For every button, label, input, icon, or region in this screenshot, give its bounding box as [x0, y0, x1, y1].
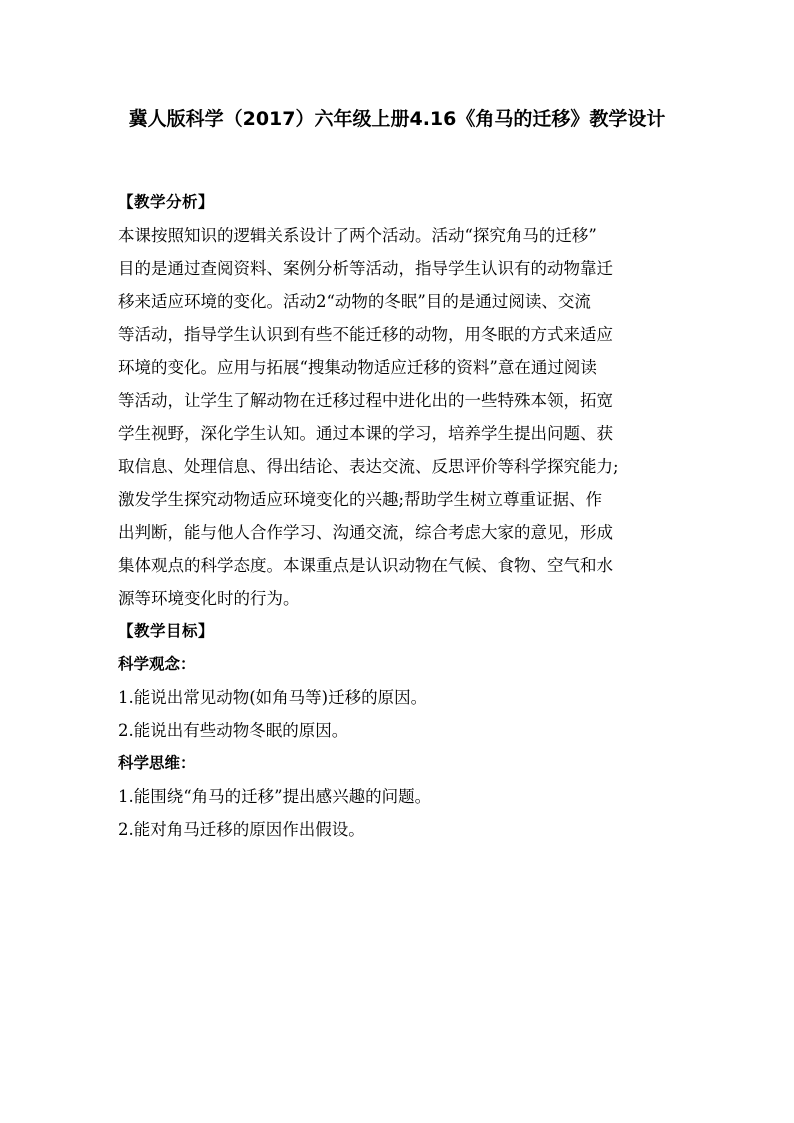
- section-heading-goals: 【教学目标】: [118, 622, 215, 640]
- paragraph-line: 等活动，让学生了解动物在迁移过程中进化出的一些特殊本领，拓宽: [118, 391, 613, 410]
- analysis-paragraph: [118, 219, 698, 615]
- paragraph-line: 目的是通过查阅资料、案例分析等活动，指导学生认识有的动物靠迁: [118, 259, 613, 278]
- paragraph-line: 激发学生探究动物适应环境变化的兴趣;帮助学生树立尊重证据、作: [118, 490, 603, 509]
- document-title: 冀人版科学（2017）六年级上册4.16《角马的迁移》教学设计: [128, 108, 666, 130]
- subheading-science-concept: 科学观念：: [118, 655, 196, 673]
- section-heading-analysis: 【教学分析】: [118, 193, 215, 211]
- paragraph-line: 出判断，能与他人合作学习、沟通交流，综合考虑大家的意见，形成: [118, 523, 613, 542]
- list-item: 2.能说出有些动物冬眠的原因。: [118, 721, 349, 740]
- paragraph-line: 学生视野，深化学生认知。通过本课的学习，培养学生提出问题、获: [118, 424, 613, 443]
- paragraph-line: 取信息、处理信息、得出结论、表达交流、反思评价等科学探究能力;: [118, 457, 619, 476]
- paragraph-line: 源等环境变化时的行为。: [118, 589, 300, 608]
- paragraph-line: 集体观点的科学态度。本课重点是认识动物在气候、食物、空气和水: [118, 556, 613, 575]
- list-item: 1.能围绕“角马的迁移”提出感兴趣的问题。: [118, 787, 432, 806]
- paragraph-line: 环境的变化。应用与拓展“搜集动物适应迁移的资料”意在通过阅读: [118, 358, 597, 377]
- subheading-science-thinking: 科学思维：: [118, 754, 196, 772]
- paragraph-line: 移来适应环境的变化。活动2“动物的冬眠”目的是通过阅读、交流: [118, 292, 591, 311]
- list-item: 1.能说出常见动物(如角马等)迁移的原因。: [118, 688, 428, 707]
- list-item: 2.能对角马迁移的原因作出假设。: [118, 820, 365, 839]
- paragraph-line: 等活动，指导学生认识到有些不能迁移的动物，用冬眠的方式来适应: [118, 325, 613, 344]
- document-body: [118, 186, 698, 846]
- paragraph-line: 本课按照知识的逻辑关系设计了两个活动。活动“探究角马的迁移”: [118, 226, 597, 245]
